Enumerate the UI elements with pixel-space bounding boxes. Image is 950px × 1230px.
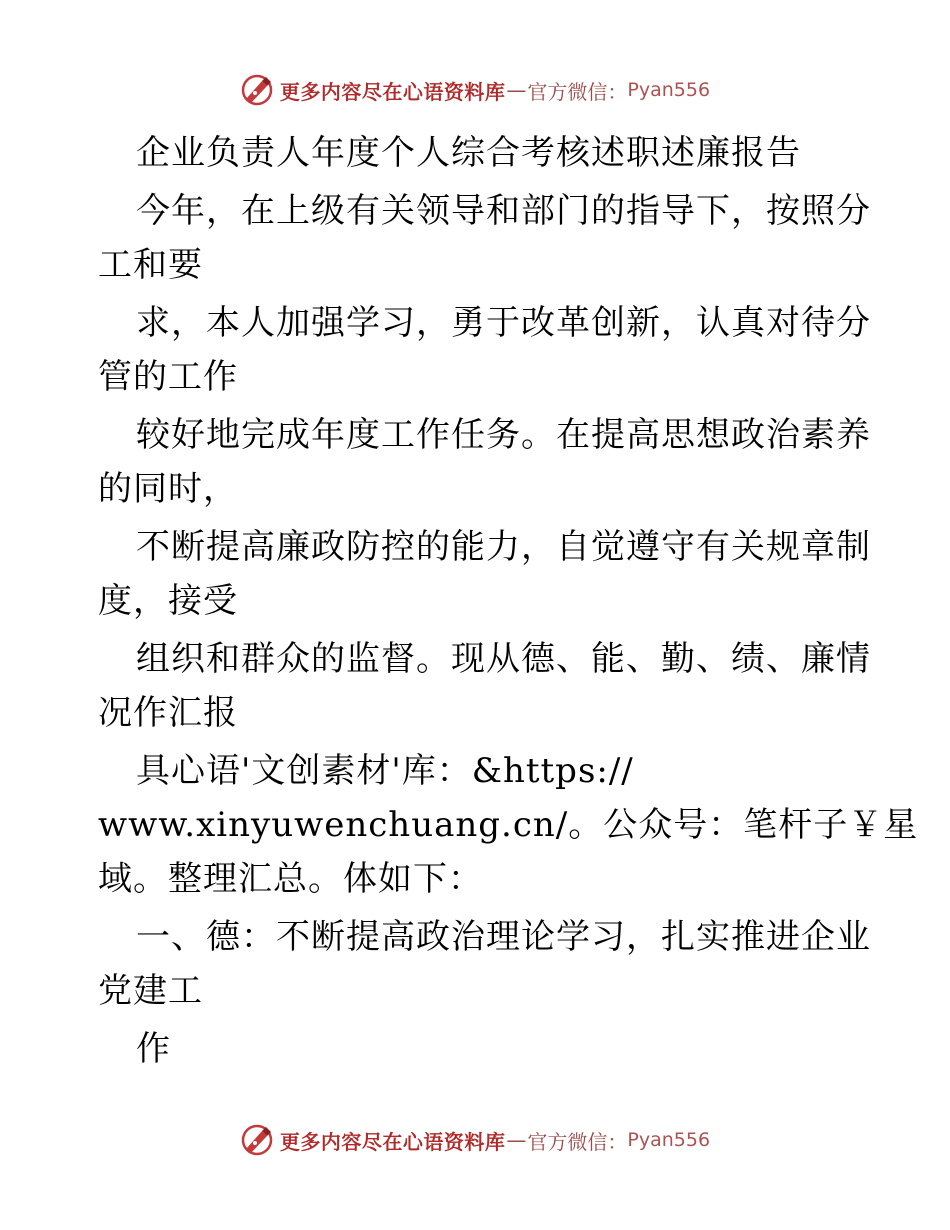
banner-main-text: 更多内容尽在心语资料库 xyxy=(279,79,506,104)
document-title: 企业负责人年度个人综合考核述职述廉报告 xyxy=(136,133,801,173)
banner-sub-text: 官方微信： xyxy=(527,1129,628,1154)
paragraph-line: 党建工 xyxy=(98,971,203,1011)
paragraph-line: 求，本人加强学习，勇于改革创新，认真对待分 xyxy=(136,303,871,343)
banner-wechat-id: Pyan556 xyxy=(627,1129,711,1151)
paragraph-line: 管的工作 xyxy=(98,357,238,397)
paragraph-line: 况作汇报 xyxy=(98,693,238,733)
pen-logo-icon xyxy=(240,1123,274,1157)
paragraph-line: 组织和群众的监督。现从德、能、勤、绩、廉情 xyxy=(136,639,871,679)
header-watermark-banner xyxy=(0,72,950,108)
footer-watermark-banner xyxy=(0,1122,950,1158)
paragraph-line: 今年，在上级有关领导和部门的指导下，按照分 xyxy=(136,191,871,231)
banner-dash: — xyxy=(506,1128,527,1152)
pen-logo-icon xyxy=(240,73,274,107)
paragraph-line: 度，接受 xyxy=(98,581,238,621)
paragraph-line: 工和要 xyxy=(98,245,203,285)
paragraph-line: 的同时， xyxy=(98,469,238,509)
paragraph-line: www.xinyuwenchuang.cn/。公众号：笔杆子￥星 xyxy=(98,805,919,845)
banner-dash: — xyxy=(506,78,527,102)
paragraph-line: 具心语'文创素材'库：&https:// xyxy=(136,751,634,791)
paragraph-line: 作 xyxy=(136,1029,171,1069)
paragraph-line: 域。整理汇总。体如下： xyxy=(98,859,483,899)
document-body xyxy=(98,126,919,1076)
banner-wechat-id: Pyan556 xyxy=(627,79,711,101)
section-heading-de: 一、德：不断提高政治理论学习，扎实推进企业 xyxy=(136,917,871,957)
paragraph-line: 不断提高廉政防控的能力，自觉遵守有关规章制 xyxy=(136,527,871,567)
banner-sub-text: 官方微信： xyxy=(527,79,628,104)
banner-main-text: 更多内容尽在心语资料库 xyxy=(279,1129,506,1154)
paragraph-line: 较好地完成年度工作任务。在提高思想政治素养 xyxy=(136,415,871,455)
